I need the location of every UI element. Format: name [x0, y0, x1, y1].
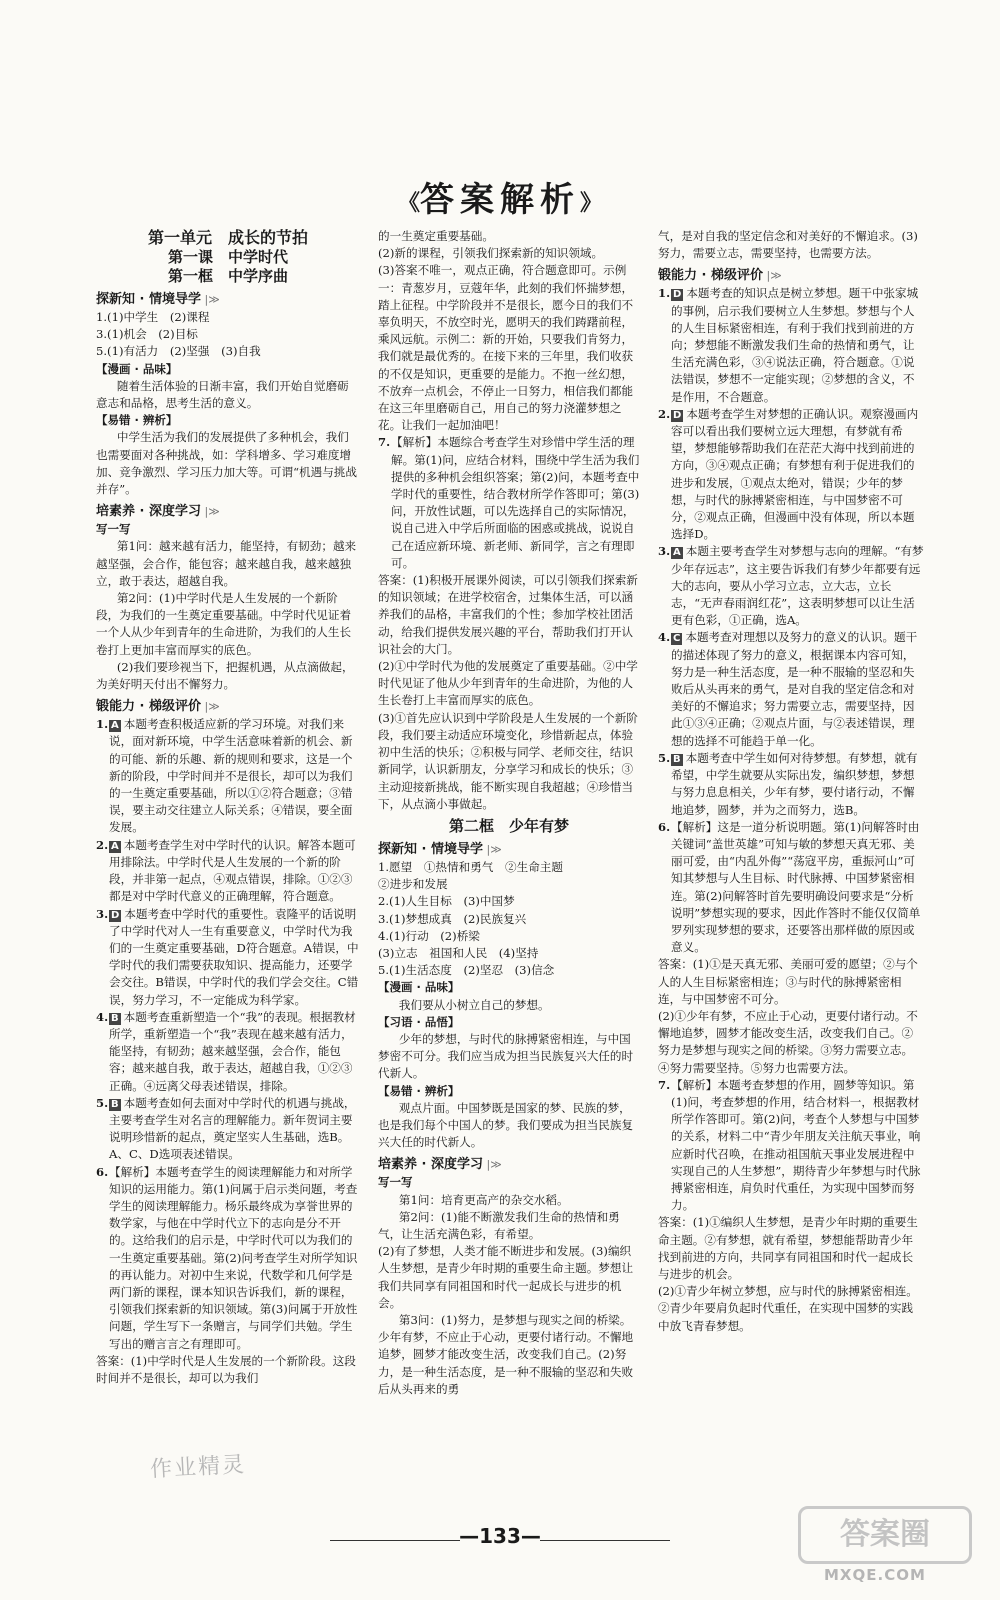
answer-item [96, 1164, 360, 1353]
answer-item [658, 819, 924, 957]
answer-line: ②进步和发展 [378, 877, 448, 892]
answer-choice-badge: A [111, 720, 119, 732]
answer-text-wrap [671, 543, 924, 629]
paragraph: (2)我们要珍视当下，把握机遇，从点滴做起，为美好明天付出不懈努力。 [96, 659, 354, 692]
paragraph: 第3问：(1)努力，是梦想与现实之间的桥梁。少年有梦，不应止于心动，更要付诸行动。不懈地追梦，圆梦才能改变生活，改变我们自己。(2)努力，是一种生活态度，是一种不服输的坚忍和失败后从头再来的勇 [378, 1312, 634, 1396]
answer-text: 本题考查积极适应新的学习环境。对我们来说，面对新环境，中学生活意味着新的机会、新的可能、新的乐趣、新的规则和要求，这是一个新的阶段，中学时间并不是很长，却可以为我们的一生奠定重要基础，所以①②符合题意；③错误，要主动交往建立人际关系；④错误，要全面发展。 [109, 717, 353, 835]
answer-item [96, 837, 360, 906]
answer-choice-badge: D [673, 289, 682, 301]
paragraph: 的一生奠定重要基础。 [378, 229, 494, 243]
answer-text: (2)①少年有梦，不应止于心动，更要付诸行动。不懈地追梦，圆梦才能改变生活，改变我们自己。②努力是梦想与现实之间的桥梁。③努力需要立志。④努力需要坚持。⑤努力也需要方法。 [658, 1008, 918, 1075]
paragraph: 我们要从小树立自己的梦想。 [398, 997, 550, 1012]
unit-title: 第一单元 成长的节拍 [147, 228, 308, 247]
column-2 [378, 228, 640, 1398]
answer-number: 6. [96, 1164, 109, 1179]
answer-item [96, 1095, 360, 1164]
triangle-arrow-icon: |≫ [763, 269, 782, 283]
answer-item [96, 906, 360, 1009]
answer-text: 本题考查对理想以及努力的意义的认识。题干的描述体现了努力的意义，根据课本内容可知，努力是一种生活态度，是一种不服输的坚忍和失败后从头再来的勇气，是对自我的坚定信念和对美好的不懈追求；努力需要立志，需要坚持，因此①③④正确；②观点片面，与②表述错误，理想的选择不可能趋于单一化。 [671, 630, 918, 748]
paragraph: (3)答案不唯一，观点正确，符合题意即可。示例一：青葱岁月，豆蔻年华，此刻的我们怀揣梦想，踏上征程。中学阶段并不是很长，愿今日的我们不辜负明天，不放空时光，愿明天的我们踌躇前程，乘风远航。示例二：新的开始，只要我们肯努力，我们就是最优秀的。在接下来的三年里，我们收获的不仅是知识，更重要的是能力。不抱一丝幻想，不放弃一点机会，不停止一日努力，相信我们都能在这三年里磨砺自己，用自己的努力浇灌梦想之花。让我们一起加油吧！ [378, 263, 634, 433]
answer-number: 4. [96, 1009, 109, 1024]
section-heading-text: 培素养 · 深度学习 [378, 1157, 483, 1173]
title-text: 答案解析 [420, 180, 580, 220]
answer-item [658, 1077, 924, 1215]
answer-text-wrap [109, 906, 360, 1009]
answer-text: (2)①青少年树立梦想，应与时代的脉搏紧密相连。②青少年要肩负起时代重任，在实现中国梦的实践中放飞青春梦想。 [658, 1284, 918, 1333]
paragraph: (2)有了梦想，人类才能不断进步和发展。(3)编织人生梦想，是青少年时期的重要生命主题。梦想让我们共同享有同祖国和时代一起成长与进步的机会。 [378, 1244, 634, 1310]
answer-choice-badge: B [111, 1012, 119, 1024]
section-heading [96, 697, 360, 716]
answer-text-wrap [109, 1095, 360, 1164]
answer-number: 7. [378, 435, 391, 450]
answer-text: 本题考查重新塑造一个“我”的表现。根据教材所学，重新塑造一个“我”表现在越来越有活力，能坚持，有韧劲；越来越坚强，会合作，能包容；越来越自我，敢于表达，超越自我，①②③正确。④远离父母表述错误，排除。 [109, 1009, 356, 1093]
answer-text: (2)①中学时代为他的发展奠定了重要基础。②中学时代见证了他从少年到青年的生命进阶，为他的人生长卷打上丰富而厚实的底色。 [378, 659, 638, 708]
frame-title: 第一框 中学序曲 [167, 267, 288, 285]
answer-text-wrap [671, 750, 924, 819]
page-title [398, 180, 602, 220]
answer-choice-badge: A [111, 840, 119, 852]
section-heading [96, 290, 360, 309]
triangle-arrow-icon: |≫ [483, 842, 502, 856]
answer-choice-badge: B [111, 1098, 119, 1110]
section-heading [96, 502, 360, 521]
paragraph: 中学生活为我们的发展提供了多种机会，我们也需要面对各种挑战，如：学科增多、学习难度增加、竞争激烈、学习压力加大等。可谓“机遇与挑战并存”。 [96, 430, 357, 497]
answer-choice-badge: D [111, 909, 120, 921]
answer-text-wrap [671, 406, 924, 544]
frame-title: 第二框 少年有梦 [448, 816, 569, 835]
subheading: 【漫画 · 品味】 [96, 361, 178, 376]
page-header [0, 172, 1000, 221]
answer-text: 本题考查学生对中学时代的认识。解答本题可用排除法。中学时代是人生发展的一个新的阶段，并非第一起点，④观点错误，排除。①②③都是对中学时代意义的正确理解，符合题意。 [109, 837, 356, 904]
answer-line: 5.(1)有活力 (2)坚强 (3)自我 [96, 344, 261, 359]
answer-line: 1.愿望 ①热情和勇气 ②生命主题 [378, 859, 563, 874]
answer-line: 3.(1)机会 (2)目标 [96, 327, 198, 342]
answer-text: (3)①首先应认识到中学阶段是人生发展的一个新阶段，我们要主动适应环境变化，珍惜新起点，体验初中生活的快乐；②积极与同学、老师交往，结识新同学，认识新朋友，分享学习和成长的快乐；③主动迎接新挑战，能不断实现自我超越；④珍惜当下，从点滴小事做起。 [378, 710, 638, 811]
watermark-logo: 答案圈 [798, 1506, 972, 1564]
answer-text: 本题考查中学生如何对待梦想。有梦想，就有希望，中学生就要从实际出发，编织梦想，梦想与努力息息相关，少年有梦，要付诸行动，不懈地追梦，圆梦，并为之而努力，选B。 [671, 750, 918, 817]
answer-number: 3. [96, 906, 109, 921]
stamp-text: 作业精灵 [149, 1452, 247, 1483]
lesson-title: 第一课 中学时代 [167, 248, 288, 266]
column-1 [96, 228, 360, 1387]
answer-choice-badge: D [673, 409, 682, 421]
answer-item [96, 716, 360, 836]
answer-text-wrap [109, 1009, 360, 1095]
answer-line: 4.(1)行动 (2)桥梁 [378, 928, 480, 943]
paragraph: 第1问：越来越有活力，能坚持，有韧劲；越来越坚强，会合作，能包容；越来越自我，越来越独立，敢于表达，超越自我。 [96, 539, 357, 588]
triangle-arrow-icon: |≫ [201, 293, 220, 306]
answer-text: 【解析】本题综合考查学生对珍惜中学生活的理解。第(1)问，应结合材料，围绕中学生活为我们提供的多种机会组织答案；第(2)问，本题考查中学时代的重要性，结合教材所学作答即可；第(3)问，开放性试题，可以先选择自己的实际情况，说自己进入中学后所面临的困惑或挑战，说说自己在适应新环境、新老师、新同学，言之有理即可。 [391, 435, 640, 570]
section-heading-text: 培素养 · 深度学习 [96, 504, 201, 520]
answer-item [378, 434, 640, 572]
answer-text: 答案：(1)①编织人生梦想，是青少年时期的重要生命主题。②有梦想，就有希望，梦想能帮助青少年找到前进的方向，共同享有同祖国和时代一起成长与进步的机会。 [658, 1215, 918, 1281]
answer-line: 5.(1)生活态度 (2)坚忍 (3)信念 [378, 963, 555, 978]
answer-number: 2. [658, 406, 671, 421]
answer-text: 答案：(1)中学时代是人生发展的一个新阶段。这段时间并不是很长，却可以为我们 [96, 1353, 356, 1385]
paragraph: 第1问：培育更高产的杂交水稻。 [398, 1192, 569, 1207]
paragraph: 随着生活体验的日渐丰富，我们开始自觉磨砺意志和品格，思考生活的意义。 [96, 378, 349, 411]
answer-text: 【解析】这是一道分析说明题。第(1)问解答时由关键词“盖世英雄”可知与敏的梦想天真无邪、美丽可爱，由“内乱外侮”“荡寇平房，重振河山”可知其梦想与人生目标、时代脉搏、中国梦紧密相连。第(2)问解答时首先要明确设问要求是“分析说明”梦想实现的要求，因此作答时不能仅仅简单罗列实现梦想的要求，还要答出那样做的原因或意义。 [671, 819, 921, 955]
answer-item [658, 629, 924, 749]
paragraph: 少年的梦想，与时代的脉搏紧密相连，与中国梦密不可分。我们应当成为担当民族复兴大任的时代新人。 [378, 1031, 634, 1081]
paragraph: 第2问：(1)中学时代是人生发展的一个新阶段，为我们的一生奠定重要基础。中学时代见证着一个人从少年到青年的生命进阶，为我们的人生长卷打上更加丰富而厚实的底色。 [96, 591, 352, 657]
answer-choice-badge: C [673, 633, 681, 645]
answer-number: 5. [658, 750, 671, 765]
paragraph: (2)新的课程，引领我们探索新的知识领域。 [378, 246, 604, 261]
section-heading-text: 探新知 · 情境导学 [96, 292, 201, 307]
subheading: 【漫画 · 品味】 [378, 980, 460, 995]
subheading: 【习语 · 品悟】 [378, 1014, 460, 1029]
paragraph: 观点片面。中国梦既是国家的梦、民族的梦，也是我们每个中国人的梦。我们要成为担当民族复兴大任的时代新人。 [378, 1100, 634, 1150]
answer-text: 本题考查学生对梦想的正确认识。观察漫画内容可以看出我们要树立远大理想，有梦就有希望，梦想能够帮助我们在茫茫大海中找到前进的方向，③④观点正确；有梦想有利于促进我们的进步和发展，①观点太绝对，错误；少年的梦想，与时代的脉搏紧密相连，与中国梦密不可分，②观点正确，但漫画中没有体现，所以本题选择D。 [671, 406, 919, 542]
answer-choice-badge: A [673, 547, 681, 559]
section-heading-text: 锻能力 · 梯级评价 [96, 699, 201, 715]
answer-text: 答案：(1)①是天真无邪、美丽可爱的愿望；②与个人的人生目标紧密相连；③与时代的脉搏紧密相连，与中国梦密不可分。 [658, 957, 918, 1006]
section-heading [658, 266, 924, 285]
answer-text-wrap [109, 837, 360, 906]
subheading: 【易错 · 辨析】 [96, 413, 178, 428]
answer-number: 1. [96, 717, 109, 732]
title-decor-left: 《 [397, 191, 420, 216]
triangle-arrow-icon: |≫ [483, 1158, 502, 1172]
answer-number: 2. [96, 837, 109, 852]
answer-text: 【解析】本题考查梦想的作用，圆梦等知识。第(1)问，考查梦想的作用，结合材料一，根据教材所学作答即可。第(2)问，考查个人梦想与中国梦的关系，材料二中“青少年朋友关注航天事业，响应新时代召唤，在推动祖国航天事业发展进程中实现自己的人生梦想”，期待青少年梦想与时代脉搏紧密相连，肩负时代重任，为实现中国梦而努力。 [671, 1077, 921, 1213]
answer-line: 2.(1)人生目标 (3)中国梦 [378, 894, 515, 909]
answer-text: 答案：(1)积极开展课外阅读，可以引领我们探索新的知识领域；在进学校宿舍，过集体生活，可以涵养我们的品格，丰富我们的个性；参加学校社团活动，给我们提供发展兴趣的平台，帮助我们打开认识社会的大门。 [378, 573, 638, 656]
answer-number: 3. [658, 544, 671, 559]
answer-number: 7. [658, 1077, 671, 1092]
answer-item [658, 406, 924, 544]
answer-text: 本题考查中学时代的重要性。袁隆平的话说明了中学时代对人一生有重要意义，中学时代为我们的一生奠定重要基础，D符合题意。A错误，中学时代的我们需要获取知识、提高能力，还要学会交往。B错误，中学时代的我们学会交往。C错误，努力学习，不一定能成为科学家。 [109, 906, 359, 1007]
answer-text: 【解析】本题考查学生的阅读理解能力和对所学知识的运用能力。第(1)问属于启示类问题，考查学生的阅读理解能力。杨乐最终成为享誉世界的数学家，与他在中学时代立下的志向是分不开的。这给我们的启示是，中学时代可以为我们的一生奠定重要基础。第(2)问考查学生对所学知识的再认能力。对初中生来说，代数学和几何学是两门新的课程，课本知识告诉我们，新的课程，引领我们探索新的知识领域。第(3)问属于开放性问题，学生写下一条赠言，与同学们共勉。学生写出的赠言言之有理即可。 [109, 1164, 358, 1351]
answer-item [658, 285, 924, 405]
answer-text-wrap [671, 629, 924, 749]
page-number-value: 133 [479, 1524, 521, 1548]
answer-line: (3)立志 祖国和人民 (4)坚持 [378, 945, 539, 960]
paragraph: 气，是对自我的坚定信念和对美好的不懈追求。(3)努力，需要立志，需要坚持，也需要方法。 [658, 229, 918, 261]
answer-number: 1. [658, 286, 671, 301]
answer-number: 6. [658, 819, 671, 834]
answer-text-wrap [671, 285, 924, 405]
answer-text: 本题主要考查学生对梦想与志向的理解。“有梦少年存远志”，这主要告诉我们有梦少年都要有远大的志向，要从小学习立志，立大志，立长志，“无声春雨润红花”，这表明梦想可以让生活更有色彩，①正确，选A。 [671, 544, 924, 628]
answer-item [658, 543, 924, 629]
triangle-arrow-icon: |≫ [201, 700, 220, 714]
column-3 [658, 228, 924, 1335]
watermark-url: MXQE.COM [824, 1566, 926, 1584]
section-heading [378, 840, 640, 859]
title-decor-right: 》 [580, 191, 603, 216]
answer-number: 5. [96, 1095, 109, 1110]
triangle-arrow-icon: |≫ [201, 505, 220, 519]
subheading: 写一写 [96, 522, 131, 537]
section-heading [378, 1155, 640, 1174]
page-number: —133— [459, 1524, 541, 1548]
answer-number: 4. [658, 630, 671, 645]
answer-choice-badge: B [673, 753, 681, 765]
answer-item [658, 750, 924, 819]
answer-text: 本题考查的知识点是树立梦想。题干中张家城的事例，启示我们要树立人生梦想。梦想与个人的人生目标紧密相连，有利于我们找到前进的方向；梦想能不断激发我们生命的热情和勇气，让生活充满色彩，③④说法正确，符合题意。①说法错误，梦想不一定能实现；②梦想的含义，不是作用，不合题意。 [671, 286, 919, 404]
answer-text-wrap [109, 716, 360, 836]
paragraph: 第2问：(1)能不断激发我们生命的热情和勇气，让生活充满色彩，有希望。 [378, 1209, 620, 1241]
answer-text: 本题考查如何去面对中学时代的机遇与挑战，主要考查学生对名言的理解能力。新年贺词主要说明珍惜新的起点，奠定坚实人生基础，选B。A、C、D选项表述错误。 [109, 1095, 356, 1162]
section-heading-text: 锻能力 · 梯级评价 [658, 268, 763, 284]
answer-item [96, 1009, 360, 1095]
subheading: 【易错 · 辨析】 [378, 1083, 460, 1098]
answer-line: 3.(1)梦想成真 (2)民族复兴 [378, 911, 527, 926]
answer-line: 1.(1)中学生 (2)课程 [96, 310, 210, 324]
section-heading-text: 探新知 · 情境导学 [378, 841, 483, 857]
subheading: 写一写 [378, 1175, 413, 1190]
